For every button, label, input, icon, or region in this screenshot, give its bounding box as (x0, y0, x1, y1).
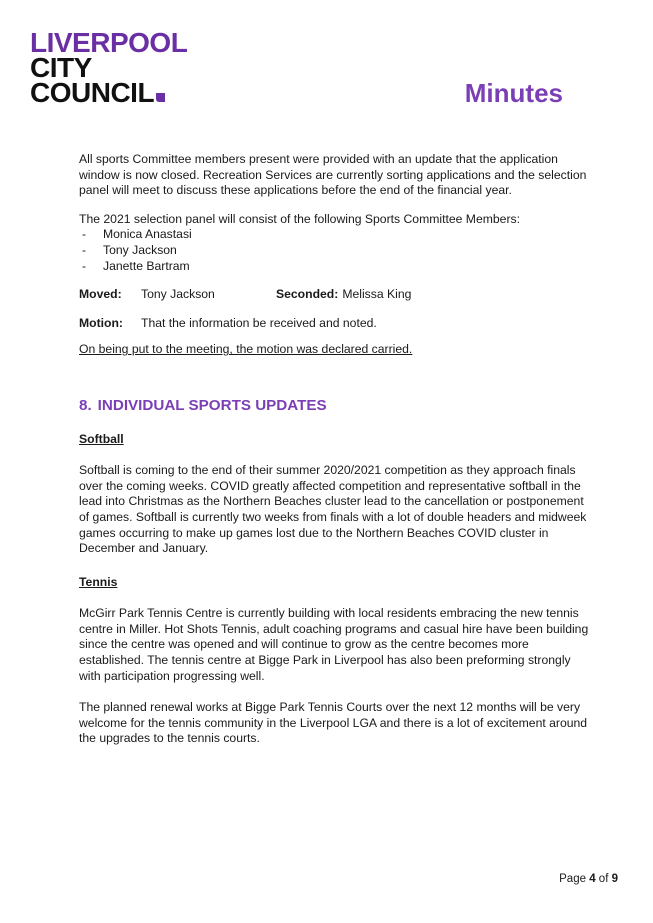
logo-line-3-text: COUNCIL (30, 77, 155, 108)
seconded-value: Melissa King (342, 287, 412, 302)
logo-mark-icon (156, 93, 165, 102)
moved-label: Moved: (79, 287, 122, 302)
tennis-paragraph-2: The planned renewal works at Bigge Park Tennis Courts over the next 12 months will be very welcome for the tennis community in the Liverpool LGA and there is a lot of excitement around the upgrades to the tennis courts. (79, 700, 588, 746)
document-title: Minutes (464, 78, 563, 108)
motion-row (79, 316, 595, 332)
member-name: Janette Bartram (103, 258, 190, 273)
softball-heading: Softball (79, 431, 124, 446)
member-list (79, 227, 595, 274)
section-heading (79, 398, 595, 414)
page-content (79, 152, 595, 747)
tennis-paragraph-1: McGirr Park Tennis Centre is currently building with local residents embracing the new tennis centre in Miller. Hot Shots Tennis, adult coaching programs and casual hire have been building since the centre was opened and will continue to grow as the centre becomes more established. The tennis centre at Bigge Park in Liverpool has also been preforming strongly with participation progressing well. (79, 606, 589, 683)
section-number: 8. (79, 396, 92, 414)
list-item: - Tony Jackson (82, 242, 177, 257)
motion-carried: On being put to the meeting, the motion was declared carried. (79, 342, 413, 357)
intro-paragraph: All sports Committee members present were provided with an update that the application window is now closed. Recreation Services are currently sorting applications and the selection panel will meet to discuss these applications before the end of the financial year. (79, 152, 587, 198)
list-item: - Monica Anastasi (82, 227, 192, 242)
page-number: Page 4 of 9 (559, 873, 618, 885)
panel-paragraph: The 2021 selection panel will consist of the following Sports Committee Members: (79, 211, 520, 226)
member-name: Tony Jackson (103, 242, 177, 257)
tennis-heading: Tennis (79, 574, 118, 589)
seconded-label: Seconded: (276, 287, 339, 302)
motion-value: That the information be received and noted. (141, 315, 377, 330)
motion-label: Motion: (79, 315, 123, 330)
section-title: INDIVIDUAL SPORTS UPDATES (97, 396, 327, 414)
logo-line-2: CITY (30, 52, 92, 83)
moved-row (79, 287, 595, 303)
moved-value: Tony Jackson (141, 287, 215, 302)
logo-line-3 (30, 77, 187, 108)
council-logo (30, 27, 188, 108)
member-name: Monica Anastasi (103, 227, 192, 242)
list-item: - Janette Bartram (82, 258, 190, 273)
logo-line-1: LIVERPOOL (30, 27, 188, 58)
softball-paragraph: Softball is coming to the end of their summer 2020/2021 competition as they approach finals over the coming weeks. COVID greatly affected competition and representative softball in the lead into Christmas as the Northern Beaches cluster lead to the cancellation or postponement of games. Softball is currently two weeks from finals with a lot of double headers and midweek games occurring to make up games lost due to the Northern Beaches COVID cluster in December and January. (79, 463, 587, 556)
